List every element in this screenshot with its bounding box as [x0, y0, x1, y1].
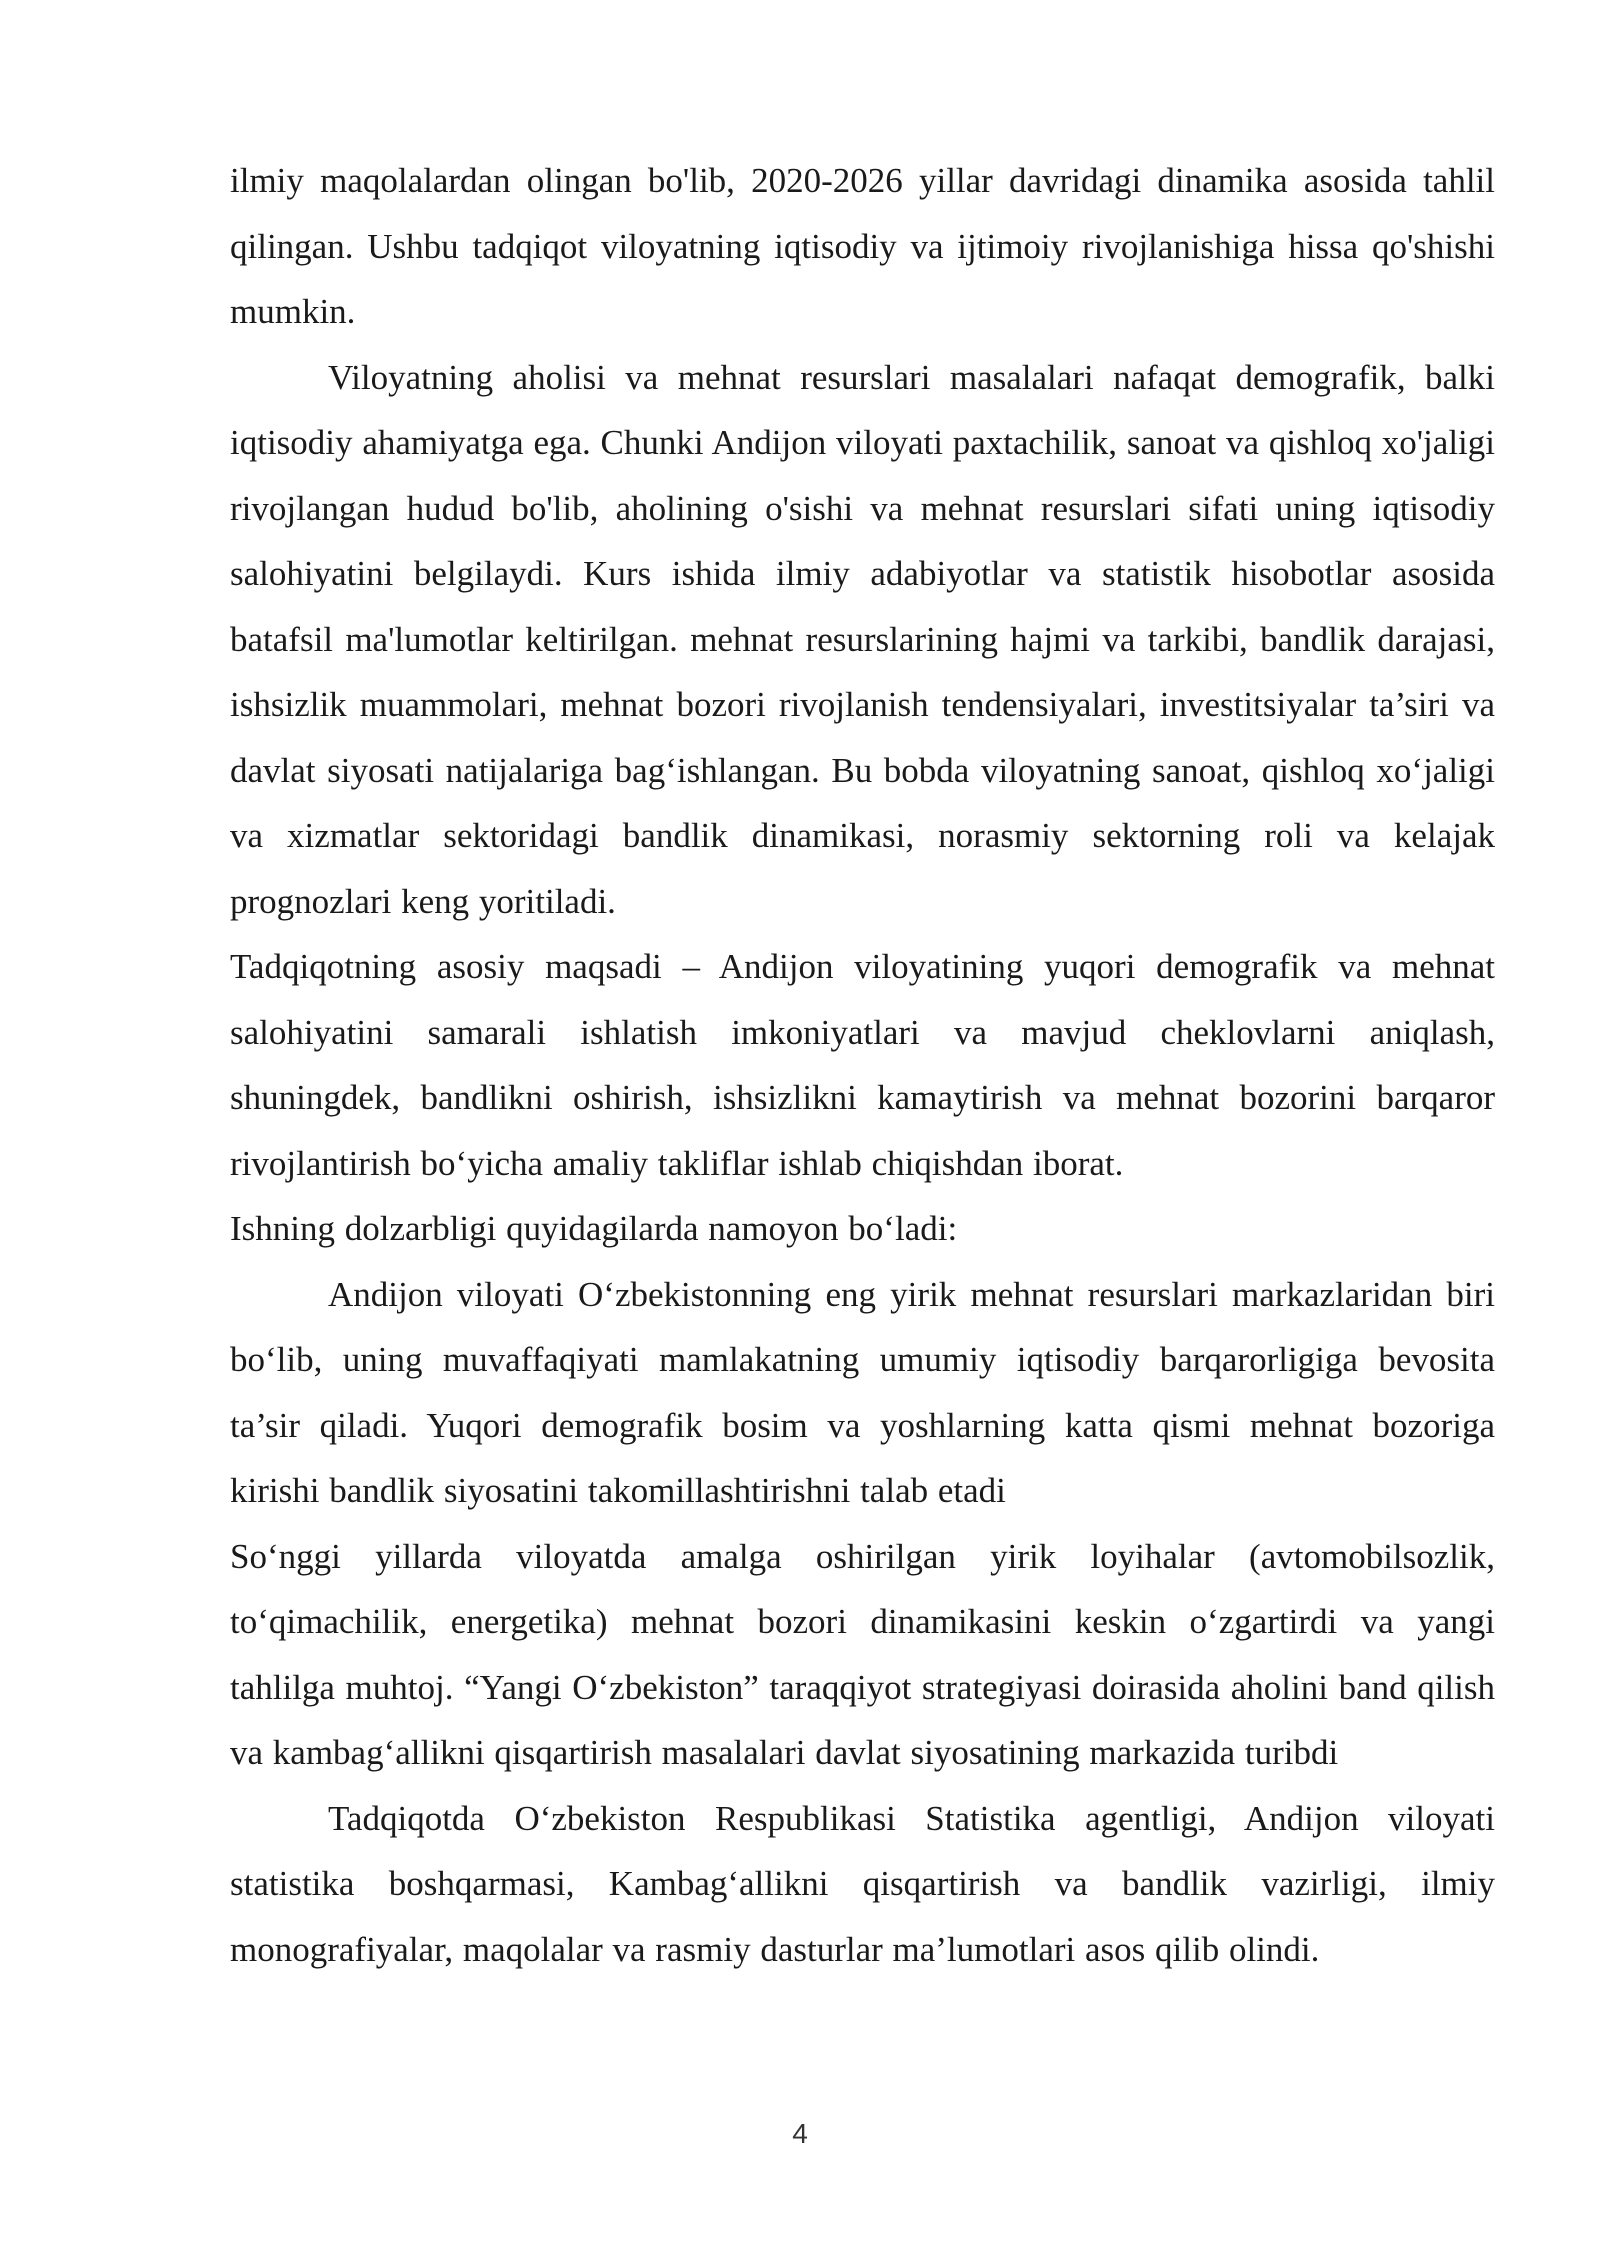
paragraph-7: Tadqiqotda O‘zbekiston Respublikasi Statistika agentligi, Andijon viloyati statistika boshqarmasi, Kambag‘allikni qisqartirish va bandlik vazirligi, ilmiy monografiyalar, maqolalar va rasmiy dasturlar ma’lumotlari asos qilib olindi.	[230, 1798, 1495, 1969]
paragraph-3: Tadqiqotning asosiy maqsadi – Andijon viloyatining yuqori demografik va mehnat salohiyatini samarali ishlatish imkoniyatlari va mavjud cheklovlarni aniqlash, shuningdek, bandlikni oshirish, ishsizlikni kamaytirish va mehnat bozorini barqaror rivojlantirish bo‘yicha amaliy takliflar ishlab chiqishdan iborat.	[230, 947, 1495, 1183]
paragraph-4: Ishning dolzarbligi quyidagilarda namoyon bo‘ladi:	[230, 1209, 958, 1248]
paragraph-5: Andijon viloyati O‘zbekistonning eng yirik mehnat resurslari markazlaridan biri bo‘lib, uning muvaffaqiyati mamlakatning umumiy iqtisodiy barqarorligiga bevosita ta’sir qiladi. Yuqori demografik bosim va yoshlarning katta qismi mehnat bozoriga kirishi bandlik siyosatini takomillashtirishni talab etadi	[230, 1274, 1495, 1510]
paragraph-2: Viloyatning aholisi va mehnat resurslari masalalari nafaqat demografik, balki iqtisodiy ahamiyatga ega. Chunki Andijon viloyati paxtachilik, sanoat va qishloq xo'jaligi rivojlangan hudud bo'lib, aholining o'sishi va mehnat resurslari sifati uning iqtisodiy salohiyatini belgilaydi. Kurs ishida ilmiy adabiyotlar va statistik hisobotlar asosida batafsil ma'lumotlar keltirilgan. mehnat resurslarining hajmi va tarkibi, bandlik darajasi, ishsizlik muammolari, mehnat bozori rivojlanish tendensiyalari, investitsiyalar ta’siri va davlat siyosati natijalariga bag‘ishlangan. Bu bobda viloyatning sanoat, qishloq xo‘jaligi va xizmatlar sektoridagi bandlik dinamikasi, norasmiy sektorning roli va kelajak prognozlari keng yoritiladi.	[230, 357, 1495, 921]
paragraph-6: So‘nggi yillarda viloyatda amalga oshirilgan yirik loyihalar (avtomobilsozlik, to‘qimachilik, energetika) mehnat bozori dinamikasini keskin o‘zgartirdi va yangi tahlilga muhtoj. “Yangi O‘zbekiston” taraqqiyot strategiyasi doirasida aholini band qilish va kambag‘allikni qisqartirish masalalari davlat siyosatining markazida turibdi	[230, 1536, 1495, 1772]
page-number: 4	[792, 2118, 808, 2149]
body-text	[230, 148, 1495, 1982]
paragraph-1: ilmiy maqolalardan olingan bo'lib, 2020-2026 yillar davridagi dinamika asosida tahlil qilingan. Ushbu tadqiqot viloyatning iqtisodiy va ijtimoiy rivojlanishiga hissa qo'shishi mumkin.	[230, 161, 1495, 331]
